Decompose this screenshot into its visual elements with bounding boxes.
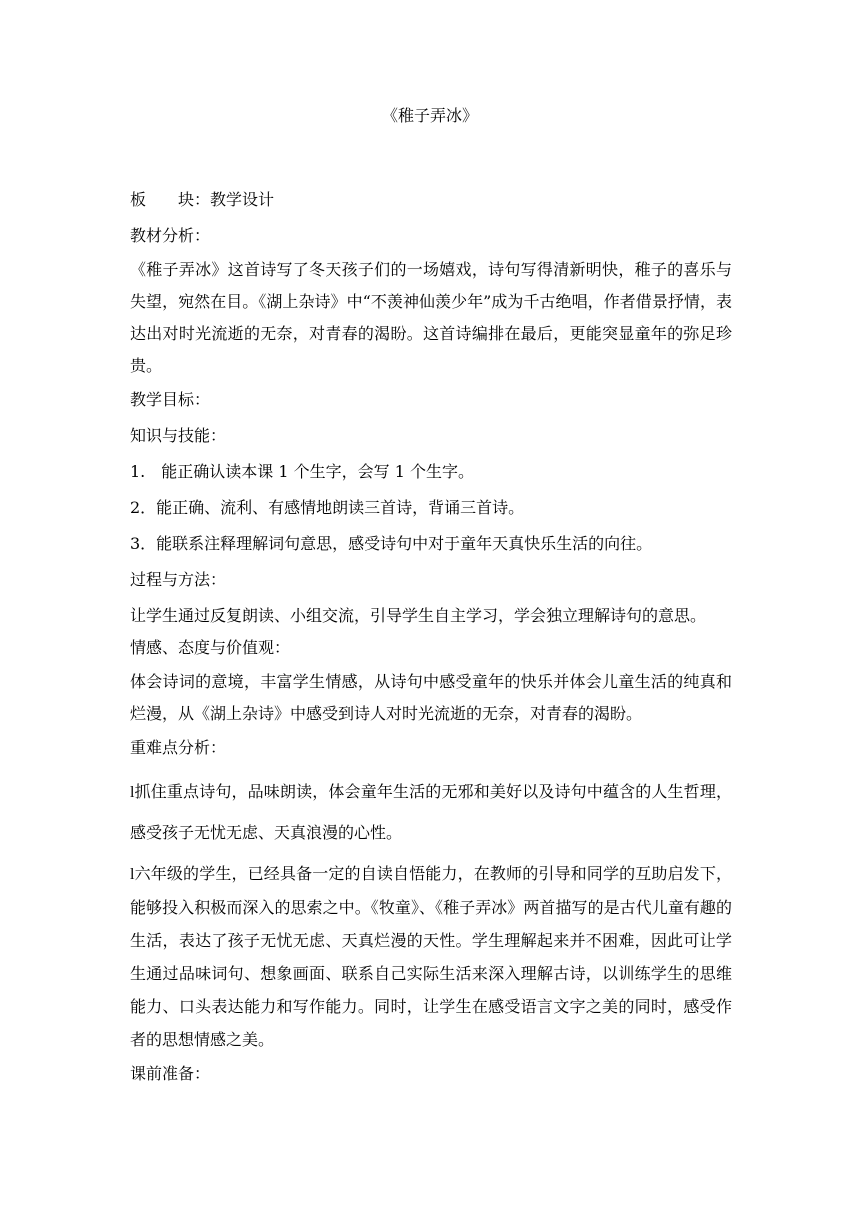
process-heading: 过程与方法： xyxy=(130,570,227,589)
key-item-2-text: 六年级的学生，已经具备一定的自读自悟能力，在教师的引导和同学的互助启发下，能够投入积极而深入的思索之中。《牧童》、《稚子弄冰》两首描写的是古代儿童有趣的生活，表达了孩子无忧无虑、天真烂漫的天性。学生理解起来并不困难，因此可让学生通过品味词句、想象画面、联系自己实际生活来深入理解古诗，以训练学生的思维能力、口头表达能力和写作能力。同时，让学生在感受语言文字之美的同时，感受作者的思想情感之美。 xyxy=(130,864,732,1049)
bullet-marker: l xyxy=(130,866,135,883)
goal-item-1: 1. 能正确认读本课 1 个生字，会写 1 个生字。 xyxy=(130,462,474,481)
key-item-1 xyxy=(130,772,732,853)
prep-heading: 课前准备： xyxy=(130,1064,211,1083)
key-item-1-text: 抓住重点诗句，品味朗读，体会童年生活的无邪和美好以及诗句中蕴含的人生哲理，感受孩子无忧无虑、天真浪漫的心性。 xyxy=(130,782,732,842)
emotion-heading: 情感、态度与价值观： xyxy=(130,638,291,657)
knowledge-heading: 知识与技能： xyxy=(130,426,227,445)
key-item-2 xyxy=(130,857,732,1056)
document-title: 《稚子弄冰》 xyxy=(381,106,478,125)
document-body xyxy=(130,186,732,1088)
goals-heading: 教学目标： xyxy=(130,390,211,409)
bullet-marker: l xyxy=(130,784,135,801)
goal-item-2: 2．能正确、流利、有感情地朗读三首诗，背诵三首诗。 xyxy=(130,498,525,517)
goal-item-3: 3．能联系注释理解词句意思，感受诗句中对于童年天真快乐生活的向往。 xyxy=(130,534,653,553)
module-line: 板 块：教学设计 xyxy=(130,190,275,209)
process-paragraph: 让学生通过反复朗读、小组交流，引导学生自主学习，学会独立理解诗句的意思。 xyxy=(130,606,707,625)
material-paragraph: 《稚子弄冰》这首诗写了冬天孩子们的一场嬉戏，诗句写得清新明快，稚子的喜乐与失望，宛然在目。《湖上杂诗》中“不羡神仙羡少年”成为千古绝唱，作者借景抒情，表达出对时光流逝的无奈，对青春的渴盼。这首诗编排在最后，更能突显童年的弥足珍贵。 xyxy=(130,260,732,375)
key-heading: 重难点分析： xyxy=(130,738,227,757)
material-heading: 教材分析： xyxy=(130,226,211,245)
emotion-paragraph: 体会诗词的意境，丰富学生情感，从诗句中感受童年的快乐并体会儿童生活的纯真和烂漫，从《湖上杂诗》中感受到诗人对时光流逝的无奈，对青春的渴盼。 xyxy=(130,672,732,723)
